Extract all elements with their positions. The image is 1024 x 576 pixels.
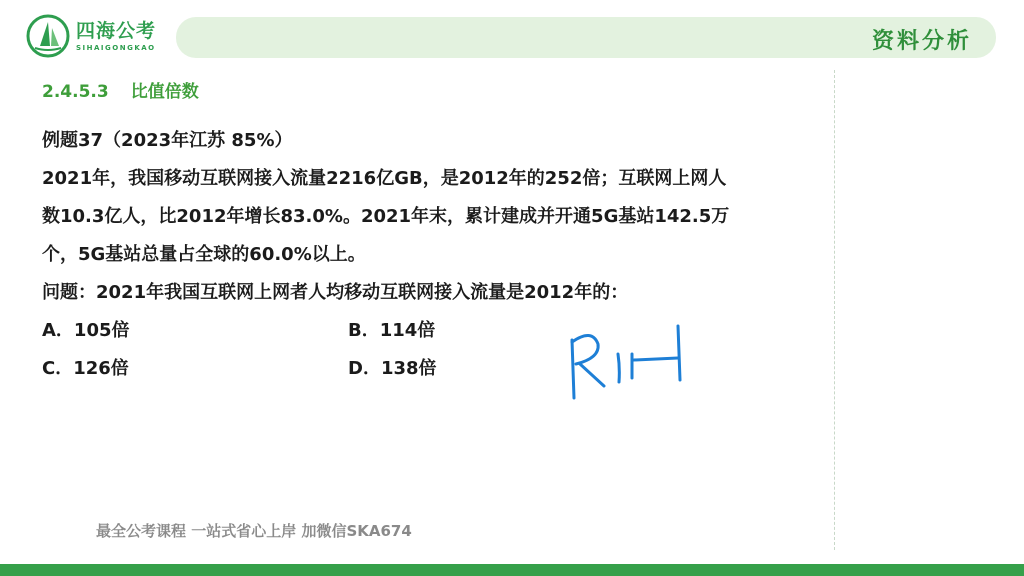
section-heading xyxy=(42,77,221,102)
question-line: 个，5G基站总量占全球的60.0%以上。 xyxy=(42,244,366,265)
handwritten-annotation xyxy=(560,318,700,408)
question-line: 2021年，我国移动互联网接入流量2216亿GB，是2012年的252倍；互联网上网人 xyxy=(42,168,727,189)
divider-line xyxy=(834,70,835,550)
question-source: 例题37（2023年江苏 85%） xyxy=(42,130,293,151)
question-body xyxy=(42,122,832,312)
brand-text xyxy=(76,20,156,52)
section-number: 2.4.5.3 xyxy=(42,82,109,102)
question-prompt: 问题：2021年我国互联网上网者人均移动互联网接入流量是2012年的： xyxy=(42,282,629,303)
header-title: 资料分析 xyxy=(871,29,972,54)
option-c: C．126倍 xyxy=(42,358,129,379)
promo-text: 最全公考课程 一站式省心上岸 加微信SKA674 xyxy=(96,522,412,540)
bottom-bar xyxy=(0,564,1024,576)
section-title: 比值倍数 xyxy=(130,82,199,102)
brand-name: 四海公考 xyxy=(76,20,157,42)
brand-name-en: SIHAIGONGKAO xyxy=(76,44,156,52)
option-a: A．105倍 xyxy=(42,320,130,341)
header-bar xyxy=(176,17,996,58)
option-b: B．114倍 xyxy=(348,320,436,341)
option-d: D．138倍 xyxy=(348,358,437,379)
question-line: 数10.3亿人，比2012年增长83.0%。2021年末，累计建成并开通5G基站142.5万 xyxy=(42,206,730,227)
sail-logo-icon xyxy=(26,14,70,58)
brand-logo xyxy=(26,14,196,58)
